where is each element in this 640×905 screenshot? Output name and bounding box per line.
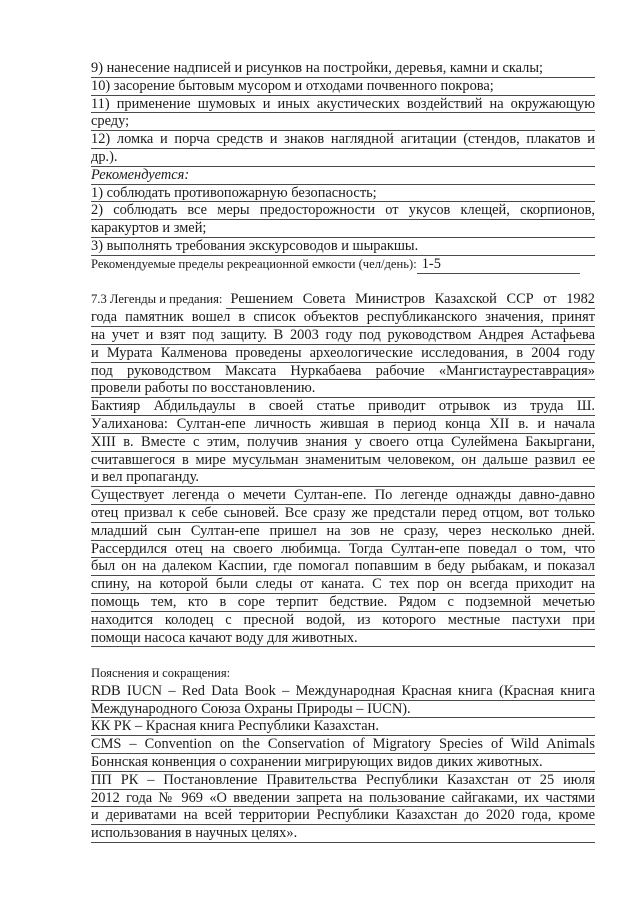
text-line (91, 434, 595, 452)
text-line (91, 576, 595, 594)
text-line (91, 541, 595, 559)
line-text: RDB IUCN – Red Data Book – Международная Красная книга (Красная книга (91, 682, 595, 699)
text-line (91, 96, 595, 114)
line-text: др.). (91, 148, 118, 165)
text-line (91, 309, 595, 327)
line-text: 9) нанесение надписей и рисунков на постройки, деревья, камни и скалы; (91, 60, 543, 76)
line-text: 12) ломка и порча средств и знаков наглядной агитации (стендов, плакатов и (91, 131, 595, 148)
field-value: 1-5 (417, 256, 580, 274)
text-line (91, 701, 595, 719)
line-text: Рекомендуется: (91, 166, 190, 183)
line-text: Боннская конвенция о сохранении мигрирующих видов диких животных. (91, 754, 543, 771)
text-line (91, 327, 595, 345)
line-text: каракуртов и змей; (91, 220, 207, 237)
line-text: 2) соблюдать все меры предосторожности от укусов клещей, скорпионов, (91, 202, 595, 219)
line-text: отец призвал к себе сыновей. Все сразу же предстали перед отцом, вот только (91, 504, 595, 521)
text-line (91, 291, 595, 309)
line-text: под руководством Максата Нуркабаева рабочие «Мангистауреставрация» (91, 362, 595, 379)
section-abbreviations (91, 647, 595, 843)
blank-line (91, 274, 595, 292)
line-text: Существует легенда о мечети Султан-епе. По легенде однажды давно-давно (91, 487, 595, 504)
text-line (91, 505, 595, 523)
text-line (91, 825, 595, 843)
text-line (91, 380, 595, 398)
text-line (91, 416, 595, 434)
text-line (91, 363, 595, 381)
line-text: 3) выполнять требования экскурсоводов и шыракшы. (91, 237, 419, 254)
text-line (91, 167, 595, 185)
text-line (91, 149, 595, 167)
text-line (91, 238, 595, 256)
section-prohibitions-list (91, 60, 595, 167)
text-line (91, 754, 595, 772)
text-line (91, 220, 595, 238)
text-line (91, 60, 595, 78)
text-line (91, 398, 595, 416)
line-text: 11) применение шумовых и иных акустических воздействий на окружающую (91, 95, 595, 112)
line-text: 1) соблюдать противопожарную безопасность; (91, 184, 377, 201)
text-line (91, 790, 595, 808)
line-text: CMS – Convention on the Conservation of Migratory Species of Wild Animals (91, 736, 595, 753)
line-text: спину, на которой были следы от каната. С тех пор он всегда приходит на (91, 576, 595, 593)
line-text: на учет и взят под защиту. В 2003 году под руководством Андрея Астафьева (91, 326, 595, 343)
blank-line (91, 647, 595, 665)
line-text: ПП РК – Постановление Правительства Республики Казахстан от 25 июля (91, 771, 595, 788)
line-text: Пояснения и сокращения: (91, 666, 231, 681)
section-recommendations (91, 167, 595, 274)
section-legends-and-tales (91, 274, 595, 648)
text-line (91, 594, 595, 612)
text-line (91, 718, 595, 736)
text-line (91, 665, 595, 683)
line-text: Рассердился отец на своего любимца. Тогда Султан-епе поведал о том, что (91, 540, 595, 557)
text-line (91, 807, 595, 825)
line-text: и вел пропаганду. (91, 469, 200, 486)
field-value: Решением Совета Министров Казахской ССР от 1982 (226, 291, 595, 309)
line-text: помощи насоса качают воду для животных. (91, 629, 358, 646)
line-text: КК РК – Красная книга Республики Казахстан. (91, 718, 379, 735)
text-line (91, 469, 595, 487)
text-line (91, 345, 595, 363)
text-line (91, 78, 595, 96)
field-label: 7.3 Легенды и предания: (91, 292, 226, 307)
line-text: провели работы по восстановлению. (91, 380, 316, 397)
text-line (91, 185, 595, 203)
text-line (91, 683, 595, 701)
line-text: помощь тем, кто в соре терпит бедствие. Рядом с подземной мечетью (91, 593, 595, 610)
text-line (91, 772, 595, 790)
line-text: Бактияр Абдильдаулы в своей статье приводит отрывок из труда Ш. (91, 398, 595, 415)
line-text: использования в научных целях». (91, 825, 298, 842)
field-label: Рекомендуемые пределы рекреационной емкости (чел/день): (91, 256, 417, 271)
text-line (91, 487, 595, 505)
text-line (91, 452, 595, 470)
text-line (91, 630, 595, 648)
line-text: среду; (91, 113, 130, 130)
line-text: и дериватами на всей территории Республики Казахстан до 2020 года, кроме (91, 807, 595, 824)
line-text: 10) засорение бытовым мусором и отходами почвенного покрова; (91, 77, 494, 94)
line-text: младший сын Султан-епе пришел на зов не сразу, через несколько дней. (91, 522, 595, 539)
line-text: года памятник вошел в список объектов республиканского значения, принят (91, 309, 595, 326)
line-text: и Мурата Калменова проведены археологические исследования, в 2004 году (91, 344, 595, 361)
line-text: 2012 года № 969 «О введении запрета на пользование сайгаками, их частями (91, 789, 595, 806)
text-line (91, 131, 595, 149)
text-line (91, 113, 595, 131)
text-line (91, 612, 595, 630)
line-text: был он на далеком Каспии, где помогал попавшим в беду рыбакам, и показал (91, 558, 595, 575)
line-text: XIII в. Вместе с этим, получив знания у своего отца Сулеймена Бакыргани, (91, 433, 595, 450)
text-line (91, 256, 595, 274)
line-text: считавшегося в мире мусульман знаменитым человеком, он дальше развил ее (91, 451, 595, 468)
line-text: находится колодец с пресной водой, из которого местные пастухи при (91, 611, 595, 628)
line-text: Международного Союза Охраны Природы – IUCN). (91, 700, 411, 717)
text-line (91, 558, 595, 576)
line-text: Уалиханова: Султан-епе личность жившая в период конца XII в. и начала (91, 415, 595, 432)
text-line (91, 202, 595, 220)
text-line (91, 523, 595, 541)
text-line (91, 736, 595, 754)
